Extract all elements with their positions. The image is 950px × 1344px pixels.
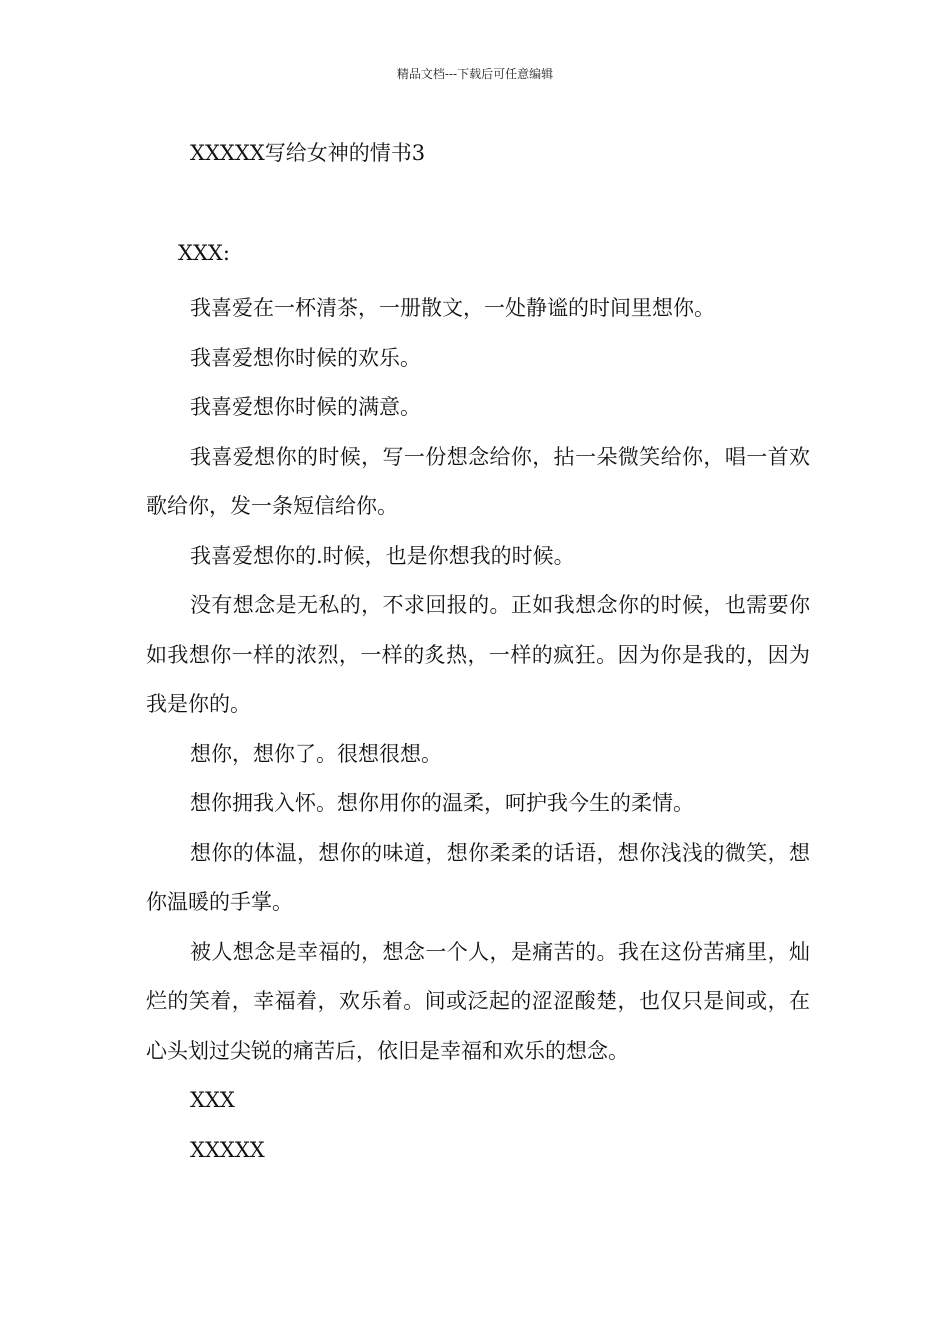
paragraph: 我喜爱在一杯清茶，一册散文，一处静谧的时间里想你。 bbox=[190, 296, 715, 320]
paragraph: 我喜爱想你的时候，写一份想念给你，拈一朵微笑给你，唱一首欢歌给你，发一条短信给你。 bbox=[146, 444, 810, 518]
salutation: XXX: bbox=[178, 241, 230, 265]
paragraph: 我喜爱想你时候的满意。 bbox=[190, 395, 421, 419]
paragraph: 想你拥我入怀。想你用你的温柔，呵护我今生的柔情。 bbox=[190, 791, 694, 815]
paragraph: 想你，想你了。很想很想。 bbox=[190, 741, 442, 766]
paragraph: 没有想念是无私的，不求回报的。正如我想念你的时候，也需要你如我想你一样的浓烈，一样的炙热，一样的疯狂。因为你是我的，因为我是你的。 bbox=[146, 593, 810, 716]
paragraph: 想你的体温，想你的味道，想你柔柔的话语，想你浅浅的微笑，想你温暖的手掌。 bbox=[146, 840, 810, 914]
signature-line: XXXXX bbox=[190, 1137, 265, 1162]
paragraph: 我喜爱想你时候的欢乐。 bbox=[190, 345, 421, 370]
letter-body bbox=[146, 284, 810, 1175]
page-header: 精品文档---下载后可任意编辑 bbox=[396, 67, 554, 81]
signature-line: XXX bbox=[190, 1088, 235, 1112]
paragraph: 我喜爱想你的.时候，也是你想我的时候。 bbox=[190, 543, 575, 568]
paragraph: 被人想念是幸福的，想念一个人，是痛苦的。我在这份苦痛里，灿烂的笑着，幸福着，欢乐着。间或泛起的涩涩酸楚，也仅只是间或，在心头划过尖锐的痛苦后，依旧是幸福和欢乐的想念。 bbox=[146, 939, 810, 1063]
document-title: XXXXX写给女神的情书3 bbox=[190, 141, 426, 165]
